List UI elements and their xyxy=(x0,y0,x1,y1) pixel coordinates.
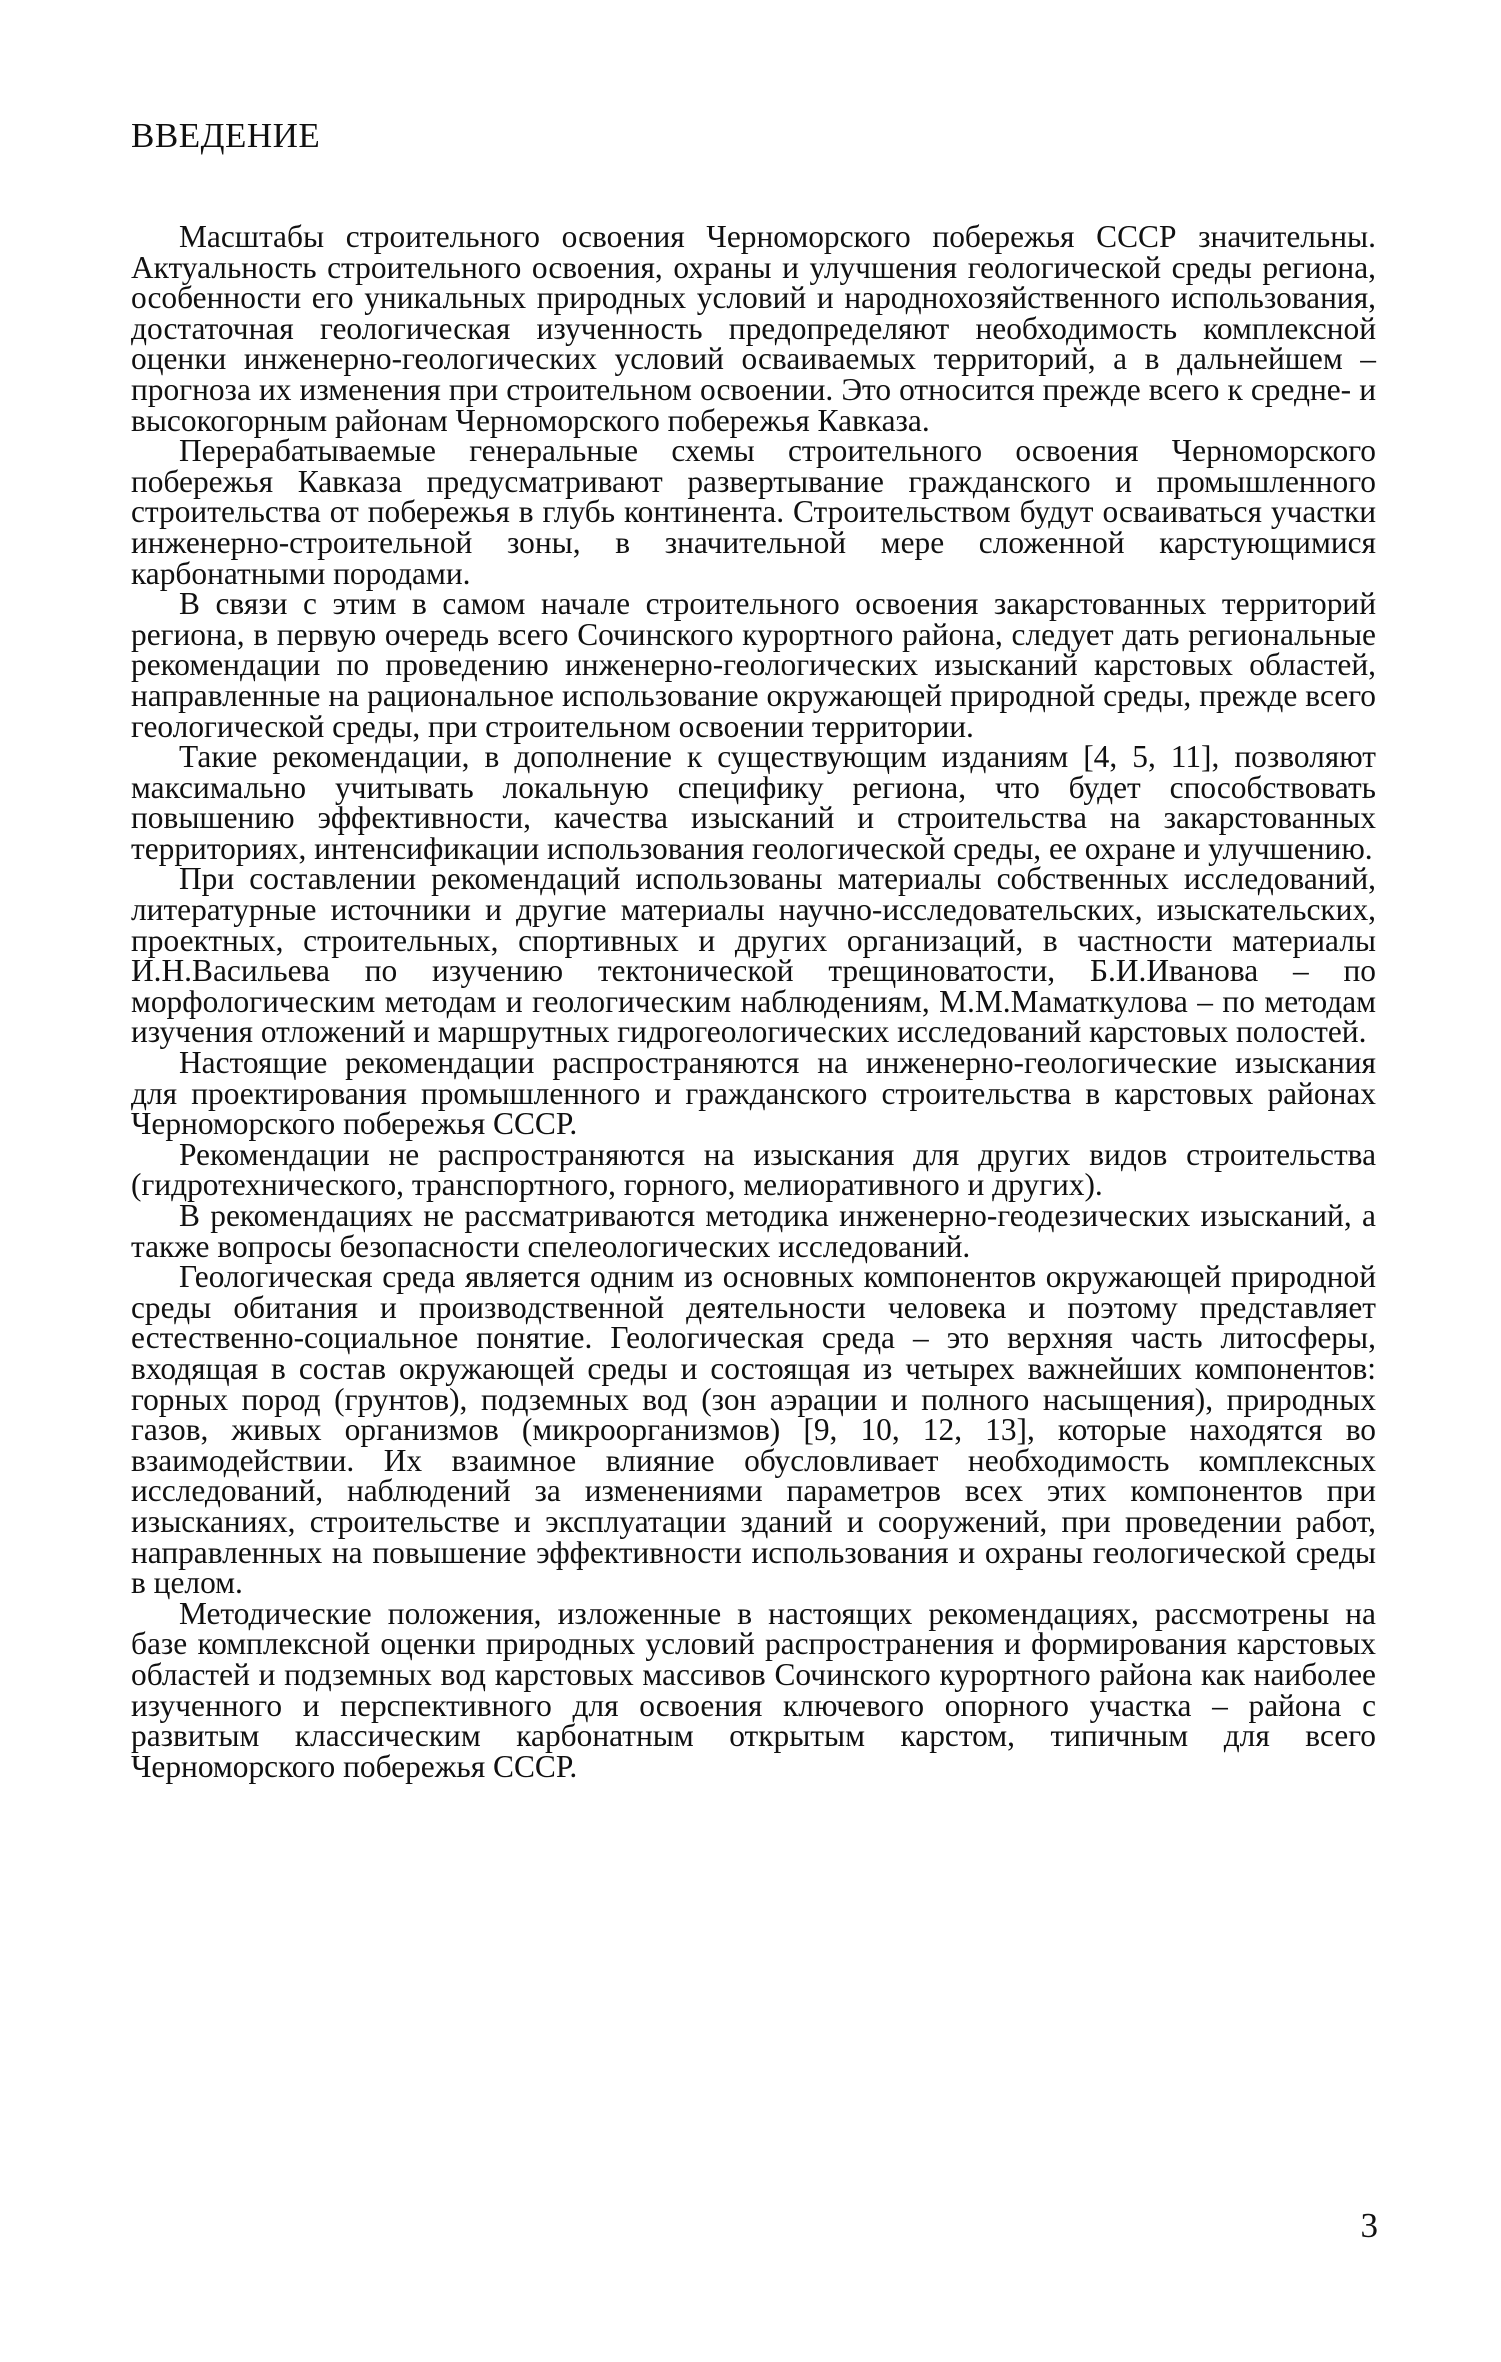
paragraph: Геологическая среда является одним из основных компонентов окружающей природной среды обитания и производственной деятельности человека и поэтому представляет естественно-социальное понятие. Геологическая среда – это верхняя часть литосферы, входящая в состав окружающей среды и состоящая из четырех важнейших компонентов: горных пород (грунтов), подземных вод (зон аэрации и полного насыщения), природных газов, живых организмов (микроорганизмов) [9, 10, 12, 13], которые находятся во взаимодействии. Их взаимное влияние обусловливает необходимость комплексных исследований, наблюдений за изменениями параметров всех этих компонентов при изысканиях, строительстве и эксплуатации зданий и сооружений, при проведении работ, направленных на повышение эффективности использования и охраны геологической среды в целом. xyxy=(131,1259,1376,1601)
body-text xyxy=(131,219,1376,1784)
paragraph: При составлении рекомендаций использованы материалы собственных исследований, литературные источники и другие материалы научно-исследовательских, изыскательских, проектных, строительных, спортивных и других организаций, в частности материалы И.Н.Васильева по изучению тектонической трещиноватости, Б.И.Иванова – по морфологическим методам и геологическим наблюдениям, М.М.Маматкулова – по методам изучения отложений и маршрутных гидрогеологических исследований карстовых полостей. xyxy=(131,861,1376,1050)
paragraph: Перерабатываемые генеральные схемы строительного освоения Черноморского побережья Кавказа предусматривают развертывание гражданского и промышленного строительства от побережья в глубь континента. Строительством будут осваиваться участки инженерно-строительной зоны, в значительной мере сложенной карстующимися карбонатными породами. xyxy=(131,433,1376,591)
paragraph: Масштабы строительного освоения Черноморского побережья СССР значительны. Актуальность строительного освоения, охраны и улучшения геологической среды региона, особенности его уникальных природных условий и народнохозяйственного использования, достаточная геологическая изученность предопределяют необходимость комплексной оценки инженерно-геологических условий осваиваемых территорий, а в дальнейшем – прогноза их изменения при строительном освоении. Это относится прежде всего к средне- и высокогорным районам Черноморского побережья Кавказа. xyxy=(131,219,1376,438)
paragraph: В рекомендациях не рассматриваются методика инженерно-геодезических изысканий, а также вопросы безопасности спелеологических исследований. xyxy=(131,1198,1376,1264)
paragraph: Настоящие рекомендации распространяются на инженерно-геологические изыскания для проектирования промышленного и гражданского строительства в карстовых районах Черноморского побережья СССР. xyxy=(131,1045,1376,1142)
page-number: 3 xyxy=(1360,2206,1378,2245)
paragraph: Методические положения, изложенные в настоящих рекомендациях, рассмотрены на базе комплексной оценки природных условий распространения и формирования карстовых областей и подземных вод карстовых массивов Сочинского курортного района как наиболее изученного и перспективного для освоения ключевого опорного участка – района с развитым классическим карбонатным открытым карстом, типичным для всего Черноморского побережья СССР. xyxy=(131,1595,1376,1784)
paragraph: Такие рекомендации, в дополнение к существующим изданиям [4, 5, 11], позволяют максимально учитывать локальную специфику региона, что будет способствовать повышению эффективности, качества изысканий и строительства на закарстованных территориях, интенсификации использования геологической среды, ее охране и улучшению. xyxy=(131,739,1376,866)
paragraph: Рекомендации не распространяются на изыскания для других видов строительства (гидротехнического, транспортного, горного, мелиоративного и других). xyxy=(131,1136,1376,1203)
section-heading: ВВЕДЕНИЕ xyxy=(131,116,321,155)
paragraph: В связи с этим в самом начале строительного освоения закарстованных территорий региона, в первую очередь всего Сочинского курортного района, следует дать региональные рекомендации по проведению инженерно-геологических изысканий карстовых областей, направленные на рациональное использование окружающей природной среды, прежде всего геологической среды, при строительном освоении территории. xyxy=(131,586,1376,744)
